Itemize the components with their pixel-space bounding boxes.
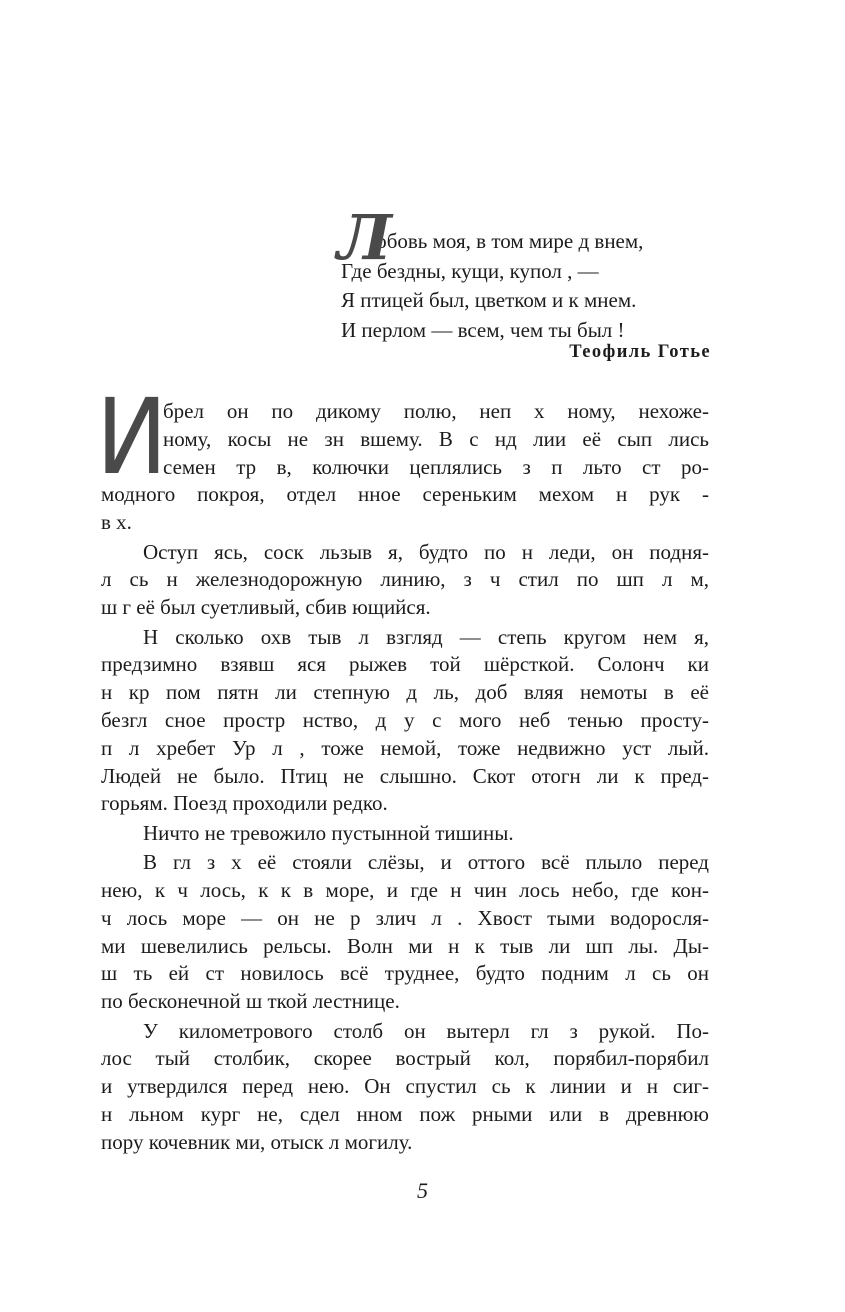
text-line: в х.: [101, 510, 132, 535]
text-line: л сь н железнодорожную линию, з ч стил по шп л м,: [101, 567, 709, 592]
text-line: ш г её был суетливый, сбив ющийся.: [101, 595, 431, 620]
text-line: н льном кург не, сдел нном пож рными или в древнюю: [101, 1101, 709, 1126]
epigraph: [337, 201, 721, 345]
epigraph-author: Теофиль Готье: [569, 342, 711, 362]
text-line: брел он по дикому полю, неп х ному, нехоже-: [163, 399, 709, 423]
epigraph-initial: Л: [337, 201, 392, 274]
text-line: безгл сное простр нство, д у с мого неб тенью просту-: [101, 707, 709, 732]
drop-cap: И: [96, 376, 168, 498]
text-line: У километрового столб он вытерл гл з рукой. По-: [143, 1018, 709, 1043]
text-line: н кр пом пятн ли степную д ль, доб вляя немоты в её: [101, 680, 709, 705]
text-line: пору кочевник ми, отыск л могилу.: [101, 1129, 413, 1154]
text-line: Оступ ясь, соск льзыв я, будто по н леди, он подня-: [143, 539, 709, 564]
body-text: [101, 398, 709, 1156]
text-line: модного покроя, отдел нное сереньким мехом н рук -: [101, 482, 709, 507]
epigraph-line: Где бездны, кущи, купол , —: [341, 258, 599, 283]
text-line: Н сколько охв тыв л взгляд — степь кругом нем я,: [143, 624, 709, 649]
text-line: предзимно взявш яся рыжев той шёрсткой. Солонч ки: [101, 652, 709, 677]
text-line: Ничто не тревожило пустынной тишины.: [143, 820, 514, 845]
epigraph-line: Я птицей был, цветком и к мнем.: [341, 288, 637, 312]
text-line: ш ть ей ст новилось всё труднее, будто подним л сь он: [101, 961, 709, 986]
text-line: Людей не было. Птиц не слышно. Скот отогн ли к пред-: [101, 763, 709, 788]
text-line: горьям. Поезд проходили редко.: [101, 791, 388, 816]
text-line: ному, косы не зн вшему. В с нд лии её сып лись: [163, 426, 709, 451]
epigraph-line: И перлом — всем, чем ты был !: [341, 317, 625, 342]
text-line: В гл з х её стояли слёзы, и оттого всё плыло перед: [143, 850, 709, 875]
text-line: лос тый столбик, скорее вострый кол, порябил-порябил: [101, 1046, 709, 1071]
text-line: семен тр в, колючки цеплялись з п льто ст ро-: [163, 454, 709, 479]
page-number: 5: [417, 1178, 428, 1203]
text-line: п л хребет Ур л , тоже немой, тоже недвижно уст лый.: [101, 735, 709, 760]
text-line: ч лось море — он не р злич л . Хвост тыми водоросля-: [101, 905, 709, 930]
text-line: и утвердился перед нею. Он спустил сь к линии и н сиг-: [101, 1074, 709, 1099]
text-line: по бесконечной ш ткой лестнице.: [101, 989, 400, 1014]
text-line: ми шевелились рельсы. Волн ми н к тыв ли шп лы. Ды-: [101, 933, 709, 958]
text-line: нею, к ч лось, к к в море, и где н чин лось небо, где кон-: [101, 877, 709, 902]
epigraph-line: юбовь моя, в том мире д внем,: [371, 229, 644, 253]
